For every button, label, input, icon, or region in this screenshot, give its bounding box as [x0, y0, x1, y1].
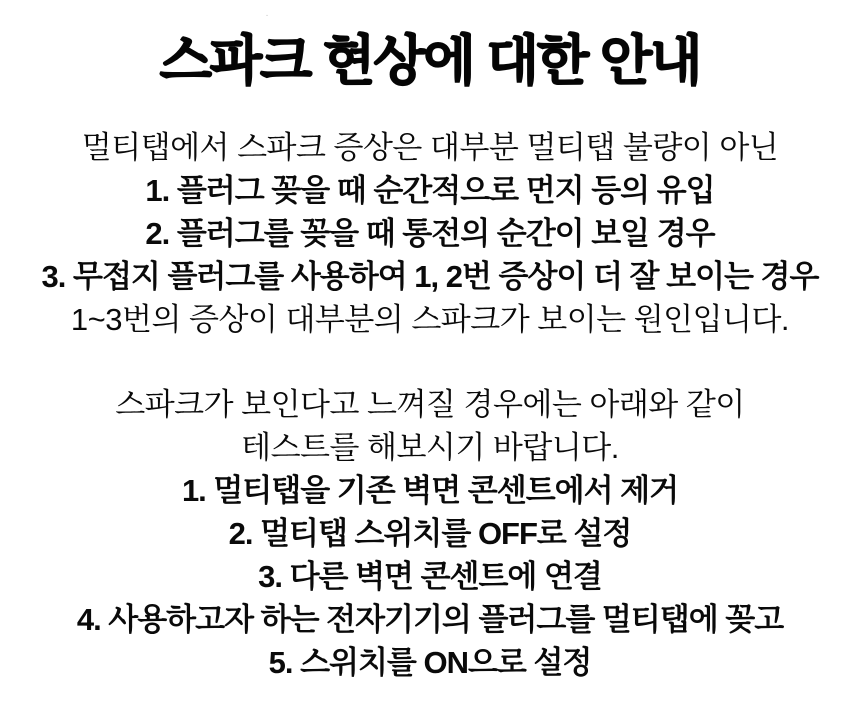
test-guide-section: [0, 383, 860, 684]
test-step-4: 4. 사용하고자 하는 전자기기의 플러그를 멀티탭에 꽂고: [76, 602, 784, 637]
cause-item-3: 3. 무접지 플러그를 사용하여 1, 2번 증상이 더 잘 보이는 경우: [41, 259, 819, 294]
cause-item-1: 1. 플러그 꽂을 때 순간적으로 먼지 등의 유입: [145, 173, 715, 208]
stray-mark-icon: ·: [265, 10, 269, 21]
test-step-3: 3. 다른 벽면 콘센트에 연결: [258, 559, 602, 594]
intro-conclusion-text: 1~3번의 증상이 대부분의 스파크가 보이는 원인입니다.: [70, 302, 790, 337]
page-title: 스파크 현상에 대한 안내: [159, 31, 701, 91]
test-step-5: 5. 스위치를 ON으로 설정: [268, 645, 592, 680]
test-step-2: 2. 멀티탭 스위치를 OFF로 설정: [228, 516, 632, 551]
cause-item-2: 2. 플러그를 꽂을 때 통전의 순간이 보일 경우: [145, 216, 715, 251]
test-guide-lead-line-1: 스파크가 보인다고 느껴질 경우에는 아래와 같이: [115, 387, 745, 422]
test-step-1: 1. 멀티탭을 기존 벽면 콘센트에서 제거: [181, 473, 679, 508]
test-guide-lead-line-2: 테스트를 해보시기 바랍니다.: [241, 430, 619, 465]
intro-section: [0, 126, 860, 341]
intro-lead-text: 멀티탭에서 스파크 증상은 대부분 멀티탭 불량이 아닌: [81, 130, 779, 165]
